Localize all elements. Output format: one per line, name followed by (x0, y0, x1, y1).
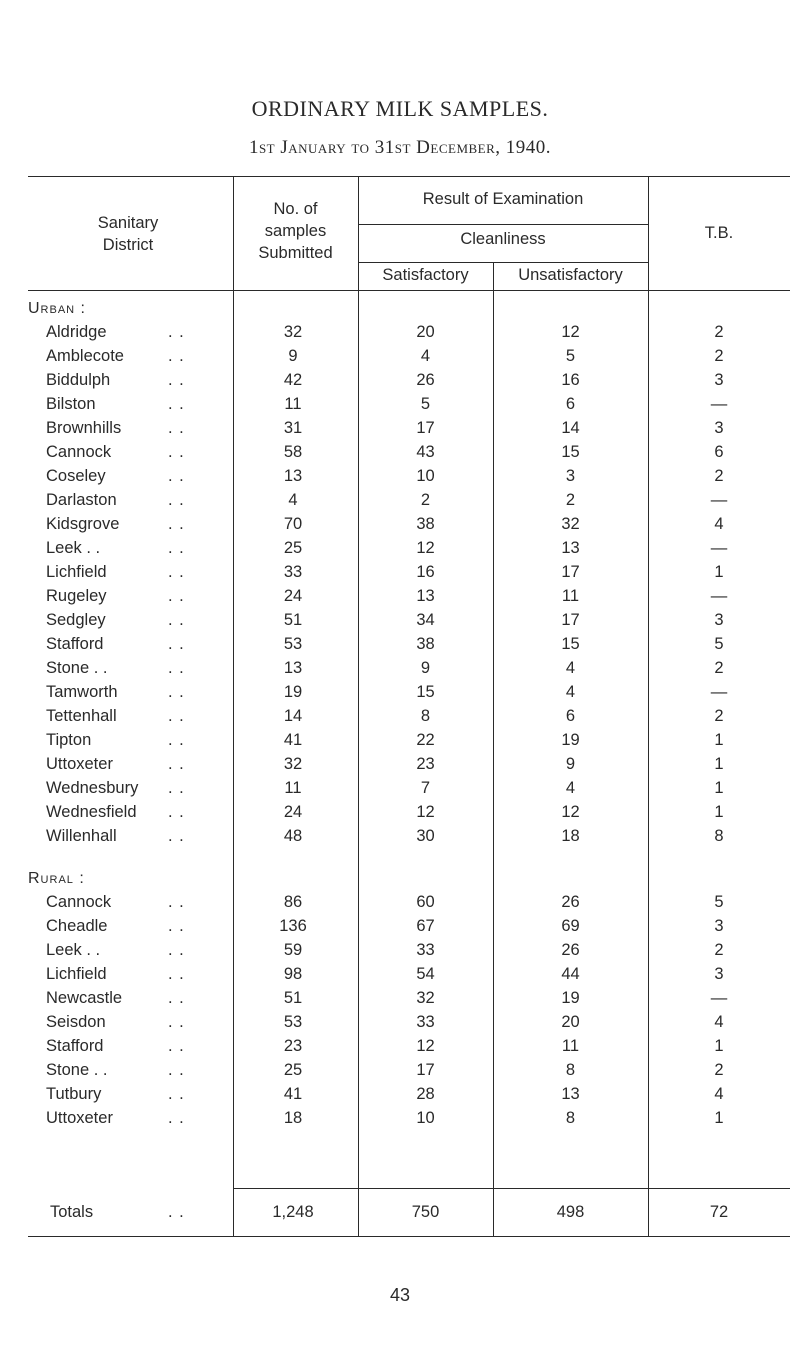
table-row (28, 914, 790, 938)
totals-dots: . . (168, 1203, 185, 1221)
leader-dots: . . (168, 707, 185, 725)
unsatisfactory-cell: 20 (561, 1013, 580, 1031)
district-cell: Lichfield (46, 563, 107, 581)
table-row (28, 632, 790, 656)
subheader-rule (358, 262, 648, 263)
samples-cell: 4 (288, 491, 298, 509)
samples-cell: 41 (283, 731, 303, 749)
samples-cell: 31 (283, 419, 303, 437)
unsatisfactory-cell: 69 (561, 917, 580, 935)
table-row (28, 752, 790, 776)
table-row (28, 680, 790, 704)
satisfactory-cell: 5 (420, 395, 431, 413)
unsatisfactory-cell: 17 (561, 563, 580, 581)
table-top-rule (28, 176, 790, 177)
tb-cell: 2 (714, 347, 724, 365)
samples-cell: 136 (279, 917, 307, 935)
header-tb: T.B. (704, 224, 734, 242)
tb-cell: 2 (714, 941, 724, 959)
district-cell: Leek . . (46, 539, 101, 557)
table-row (28, 512, 790, 536)
samples-cell: 51 (283, 989, 303, 1007)
unsatisfactory-cell: 8 (565, 1061, 576, 1079)
samples-cell: 48 (283, 827, 303, 845)
leader-dots: . . (168, 587, 185, 605)
header-district-line-1: Sanitary (97, 214, 159, 232)
unsatisfactory-cell: 12 (561, 323, 580, 341)
leader-dots: . . (168, 1037, 185, 1055)
district-cell: Rugeley (46, 587, 107, 605)
satisfactory-cell: 20 (416, 323, 435, 341)
leader-dots: . . (168, 419, 185, 437)
satisfactory-cell: 17 (416, 419, 435, 437)
table-row (28, 1082, 790, 1106)
satisfactory-cell: 54 (416, 965, 435, 983)
tb-cell: 1 (714, 803, 724, 821)
satisfactory-cell: 13 (416, 587, 435, 605)
header-samples-line-2: samples (264, 222, 327, 240)
district-cell: Lichfield (46, 965, 107, 983)
district-cell: Cannock (46, 893, 112, 911)
tb-cell: 3 (714, 611, 724, 629)
page-number: 43 (389, 1285, 411, 1305)
tb-cell: — (710, 683, 728, 701)
header-samples-submitted (233, 198, 358, 264)
samples-cell: 41 (283, 1085, 303, 1103)
satisfactory-cell: 9 (420, 659, 431, 677)
header-sanitary-district (28, 212, 228, 256)
leader-dots: . . (168, 491, 185, 509)
page-title: ORDINARY MILK SAMPLES. (251, 96, 549, 121)
unsatisfactory-cell: 18 (561, 827, 580, 845)
district-cell: Cannock (46, 443, 112, 461)
samples-cell: 9 (288, 347, 298, 365)
tb-cell: 4 (714, 515, 724, 533)
tb-cell: 3 (714, 965, 724, 983)
table-row (28, 1058, 790, 1082)
unsatisfactory-cell: 26 (561, 941, 580, 959)
leader-dots: . . (168, 755, 185, 773)
samples-cell: 19 (283, 683, 303, 701)
table-row (28, 608, 790, 632)
satisfactory-cell: 8 (420, 707, 431, 725)
section-rural: Rural : (28, 870, 85, 887)
satisfactory-cell: 2 (420, 491, 431, 509)
district-cell: Stafford (46, 635, 104, 653)
district-cell: Tutbury (46, 1085, 102, 1103)
satisfactory-cell: 12 (416, 539, 435, 557)
district-cell: Sedgley (46, 611, 106, 629)
leader-dots: . . (168, 683, 185, 701)
satisfactory-cell: 38 (416, 635, 435, 653)
satisfactory-cell: 16 (416, 563, 435, 581)
samples-cell: 13 (283, 467, 303, 485)
tb-cell: — (710, 587, 728, 605)
tb-cell: 2 (714, 467, 724, 485)
samples-cell: 33 (283, 563, 303, 581)
satisfactory-cell: 10 (416, 467, 435, 485)
page-subtitle: 1st January to 31st December, 1940. (248, 137, 552, 158)
header-satisfactory: Satisfactory (382, 266, 469, 284)
table-row (28, 728, 790, 752)
header-samples-line-1: No. of (273, 200, 318, 218)
unsatisfactory-cell: 6 (565, 395, 576, 413)
leader-dots: . . (168, 371, 185, 389)
leader-dots: . . (168, 539, 185, 557)
satisfactory-cell: 67 (416, 917, 435, 935)
district-cell: Coseley (46, 467, 106, 485)
leader-dots: . . (168, 1013, 185, 1031)
table-row (28, 416, 790, 440)
unsatisfactory-cell: 4 (565, 683, 576, 701)
unsatisfactory-cell: 6 (565, 707, 576, 725)
leader-dots: . . (168, 515, 185, 533)
totals-label: Totals (50, 1203, 94, 1221)
samples-cell: 23 (283, 1037, 303, 1055)
samples-cell: 98 (283, 965, 303, 983)
samples-cell: 25 (283, 539, 303, 557)
satisfactory-cell: 38 (416, 515, 435, 533)
tb-cell: 8 (714, 827, 724, 845)
district-cell: Tettenhall (46, 707, 117, 725)
satisfactory-cell: 17 (416, 1061, 435, 1079)
tb-cell: 4 (714, 1013, 724, 1031)
table-row (28, 776, 790, 800)
table-row (28, 938, 790, 962)
leader-dots: . . (168, 989, 185, 1007)
satisfactory-cell: 34 (416, 611, 435, 629)
tb-cell: — (710, 539, 728, 557)
leader-dots: . . (168, 467, 185, 485)
district-cell: Tamworth (46, 683, 118, 701)
satisfactory-cell: 33 (416, 941, 435, 959)
district-cell: Wednesbury (46, 779, 139, 797)
samples-cell: 13 (283, 659, 303, 677)
leader-dots: . . (168, 395, 185, 413)
satisfactory-cell: 60 (416, 893, 435, 911)
table-row (28, 890, 790, 914)
tb-cell: 4 (714, 1085, 724, 1103)
satisfactory-cell: 22 (416, 731, 435, 749)
table-row (28, 962, 790, 986)
leader-dots: . . (168, 965, 185, 983)
leader-dots: . . (168, 443, 185, 461)
unsatisfactory-cell: 32 (561, 515, 580, 533)
unsatisfactory-cell: 11 (561, 1037, 580, 1055)
leader-dots: . . (168, 893, 185, 911)
district-cell: Brownhills (46, 419, 122, 437)
table-row (28, 824, 790, 848)
satisfactory-cell: 26 (416, 371, 435, 389)
district-cell: Stone . . (46, 659, 108, 677)
tb-cell: 2 (714, 1061, 724, 1079)
unsatisfactory-cell: 13 (561, 539, 580, 557)
district-cell: Cheadle (46, 917, 108, 935)
district-cell: Stone . . (46, 1061, 108, 1079)
district-cell: Wednesfield (46, 803, 137, 821)
satisfactory-cell: 7 (420, 779, 431, 797)
tb-cell: 1 (714, 779, 724, 797)
table-row (28, 656, 790, 680)
satisfactory-cell: 10 (416, 1109, 435, 1127)
leader-dots: . . (168, 611, 185, 629)
samples-cell: 14 (283, 707, 303, 725)
district-cell: Newcastle (46, 989, 123, 1007)
unsatisfactory-cell: 9 (565, 755, 576, 773)
satisfactory-cell: 15 (416, 683, 435, 701)
leader-dots: . . (168, 1109, 185, 1127)
district-cell: Aldridge (46, 323, 107, 341)
samples-cell: 24 (283, 587, 303, 605)
samples-cell: 11 (284, 779, 302, 797)
satisfactory-cell: 12 (416, 803, 435, 821)
table-row (28, 464, 790, 488)
table-row (28, 320, 790, 344)
header-result-of-examination: Result of Examination (422, 190, 584, 208)
table-row (28, 344, 790, 368)
unsatisfactory-cell: 12 (561, 803, 580, 821)
table-row (28, 584, 790, 608)
table-row (28, 1010, 790, 1034)
district-cell: Seisdon (46, 1013, 106, 1031)
header-cleanliness: Cleanliness (460, 230, 546, 248)
samples-cell: 24 (283, 803, 303, 821)
header-samples-line-3: Submitted (258, 244, 333, 262)
table-row (28, 1106, 790, 1130)
district-cell: Darlaston (46, 491, 117, 509)
leader-dots: . . (168, 731, 185, 749)
unsatisfactory-cell: 17 (561, 611, 580, 629)
district-cell: Stafford (46, 1037, 104, 1055)
table-row (28, 488, 790, 512)
samples-cell: 53 (283, 1013, 303, 1031)
unsatisfactory-cell: 14 (561, 419, 580, 437)
totals-samples: 1,248 (272, 1203, 314, 1221)
totals-satisfactory: 750 (411, 1203, 440, 1221)
satisfactory-cell: 43 (416, 443, 435, 461)
samples-cell: 32 (283, 323, 303, 341)
leader-dots: . . (168, 1061, 185, 1079)
tb-cell: 5 (714, 893, 724, 911)
unsatisfactory-cell: 16 (561, 371, 580, 389)
samples-cell: 70 (283, 515, 303, 533)
table-row (28, 440, 790, 464)
samples-cell: 58 (283, 443, 303, 461)
district-cell: Leek . . (46, 941, 101, 959)
tb-cell: 1 (714, 1037, 724, 1055)
unsatisfactory-cell: 8 (565, 1109, 576, 1127)
table-row (28, 536, 790, 560)
tb-cell: 3 (714, 419, 724, 437)
leader-dots: . . (168, 803, 185, 821)
district-cell: Tipton (46, 731, 92, 749)
header-bottom-rule (28, 290, 790, 291)
unsatisfactory-cell: 15 (561, 635, 580, 653)
district-cell: Biddulph (46, 371, 111, 389)
tb-cell: 5 (714, 635, 724, 653)
unsatisfactory-cell: 15 (561, 443, 580, 461)
unsatisfactory-cell: 19 (561, 989, 580, 1007)
cleanliness-rule (358, 224, 648, 225)
tb-cell: 2 (714, 323, 724, 341)
totals-unsatisfactory: 498 (556, 1203, 585, 1221)
leader-dots: . . (168, 941, 185, 959)
tb-cell: — (710, 395, 728, 413)
totals-top-rule (233, 1188, 790, 1189)
header-unsatisfactory: Unsatisfactory (518, 266, 623, 284)
tb-cell: 6 (714, 443, 724, 461)
tb-cell: 1 (714, 755, 724, 773)
unsatisfactory-cell: 11 (561, 587, 580, 605)
unsatisfactory-cell: 44 (561, 965, 580, 983)
satisfactory-cell: 32 (416, 989, 435, 1007)
tb-cell: — (710, 989, 728, 1007)
table-row (28, 560, 790, 584)
samples-cell: 18 (283, 1109, 303, 1127)
unsatisfactory-cell: 26 (561, 893, 580, 911)
tb-cell: 3 (714, 371, 724, 389)
samples-cell: 51 (283, 611, 303, 629)
district-cell: Willenhall (46, 827, 117, 845)
table-bottom-rule (28, 1236, 790, 1237)
samples-cell: 42 (283, 371, 303, 389)
table-row (28, 368, 790, 392)
table-row (28, 1034, 790, 1058)
table-row (28, 800, 790, 824)
table-row (28, 392, 790, 416)
district-cell: Kidsgrove (46, 515, 120, 533)
tb-cell: 2 (714, 659, 724, 677)
leader-dots: . . (168, 779, 185, 797)
satisfactory-cell: 12 (416, 1037, 435, 1055)
satisfactory-cell: 23 (416, 755, 435, 773)
samples-cell: 86 (283, 893, 303, 911)
tb-cell: 1 (714, 1109, 724, 1127)
tb-cell: — (710, 491, 728, 509)
unsatisfactory-cell: 4 (565, 659, 576, 677)
samples-cell: 25 (283, 1061, 303, 1079)
tb-cell: 1 (714, 563, 724, 581)
leader-dots: . . (168, 917, 185, 935)
tb-cell: 3 (714, 917, 724, 935)
district-cell: Uttoxeter (46, 1109, 113, 1127)
leader-dots: . . (168, 659, 185, 677)
section-urban: Urban : (28, 300, 87, 317)
district-cell: Amblecote (46, 347, 124, 365)
leader-dots: . . (168, 827, 185, 845)
unsatisfactory-cell: 5 (565, 347, 576, 365)
satisfactory-cell: 28 (416, 1085, 435, 1103)
totals-tb: 72 (709, 1203, 729, 1221)
satisfactory-cell: 33 (416, 1013, 435, 1031)
table-row (28, 704, 790, 728)
samples-cell: 53 (283, 635, 303, 653)
satisfactory-cell: 30 (416, 827, 435, 845)
district-cell: Uttoxeter (46, 755, 113, 773)
leader-dots: . . (168, 323, 185, 341)
unsatisfactory-cell: 2 (565, 491, 576, 509)
samples-cell: 59 (283, 941, 303, 959)
satisfactory-cell: 4 (420, 347, 431, 365)
unsatisfactory-cell: 19 (561, 731, 580, 749)
table-row (28, 986, 790, 1010)
unsatisfactory-cell: 4 (565, 779, 576, 797)
leader-dots: . . (168, 635, 185, 653)
leader-dots: . . (168, 347, 185, 365)
leader-dots: . . (168, 563, 185, 581)
district-cell: Bilston (46, 395, 96, 413)
header-district-line-2: District (102, 236, 154, 254)
samples-cell: 11 (284, 395, 302, 413)
leader-dots: . . (168, 1085, 185, 1103)
tb-cell: 1 (714, 731, 724, 749)
unsatisfactory-cell: 13 (561, 1085, 580, 1103)
totals-row (28, 1200, 790, 1224)
samples-cell: 32 (283, 755, 303, 773)
tb-cell: 2 (714, 707, 724, 725)
unsatisfactory-cell: 3 (565, 467, 576, 485)
